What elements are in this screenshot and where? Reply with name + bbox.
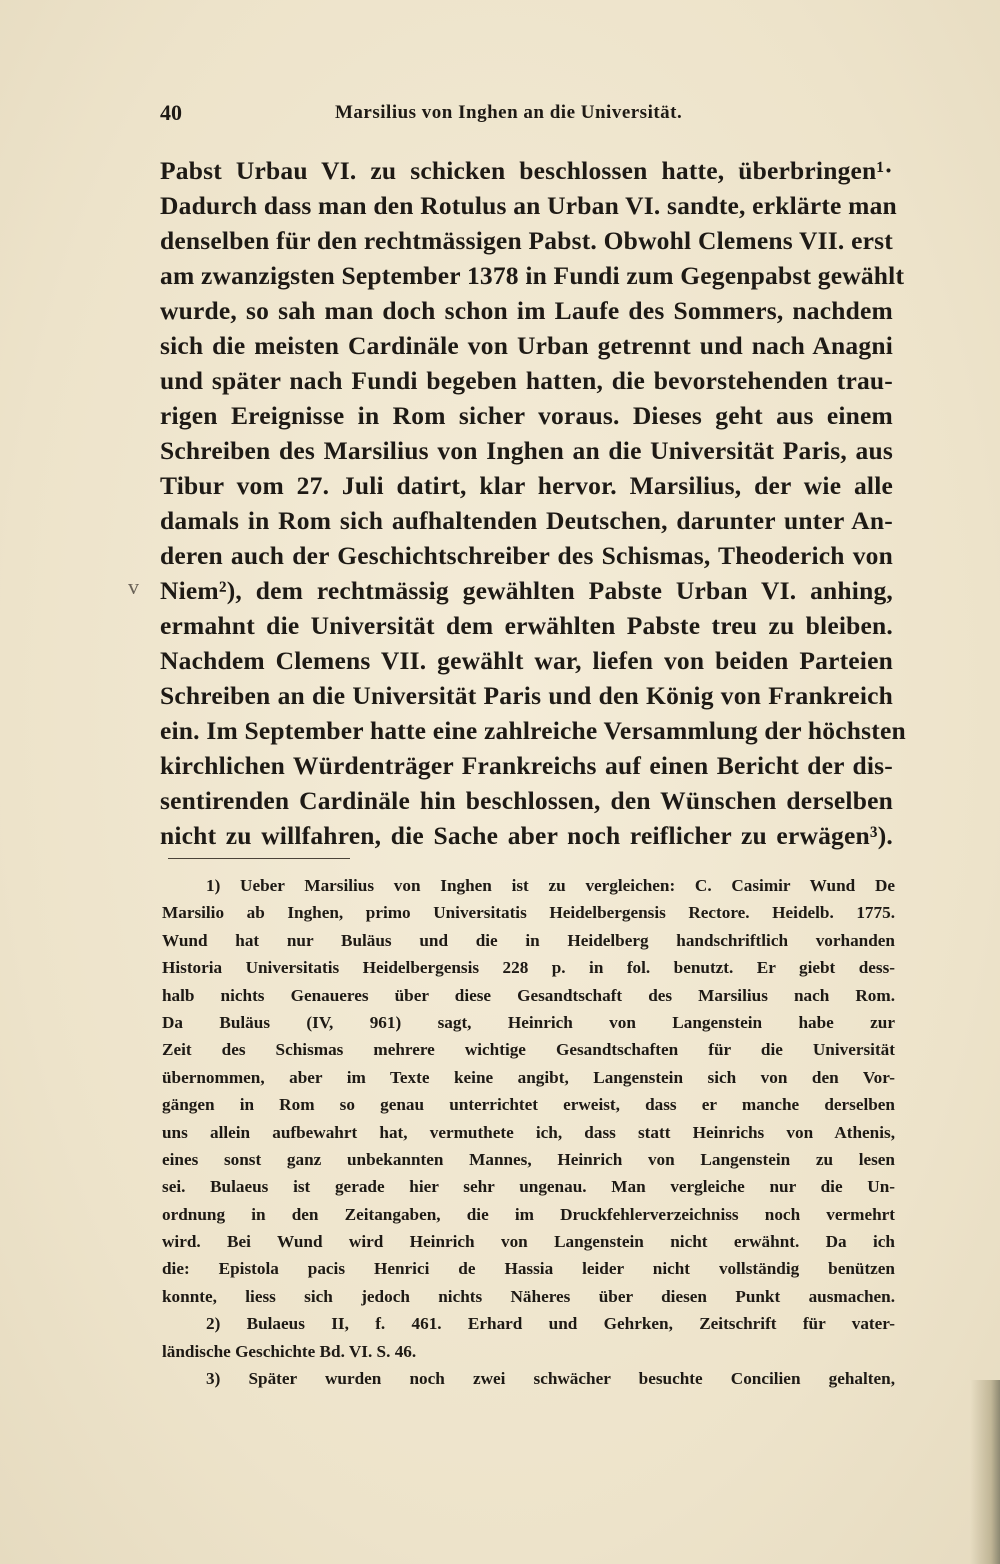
footnote-line: sei. Bulaeus ist gerade hier sehr ungenau. Man vergleiche nur die Un- (162, 1177, 895, 1197)
page-number: 40 (160, 100, 182, 125)
page-edge-shadow (970, 1380, 1000, 1564)
footnote-line: Historia Universitatis Heidelbergensis 228 p. in fol. benutzt. Er giebt dess- (162, 958, 895, 978)
body-line: Schreiben an die Universität Paris und den König von Frankreich (160, 681, 893, 710)
footnote-line: wird. Bei Wund wird Heinrich von Langenstein nicht erwähnt. Da ich (162, 1232, 895, 1252)
body-line: kirchlichen Würdenträger Frankreichs auf einen Bericht der dis- (160, 751, 893, 780)
body-line: Tibur vom 27. Juli datirt, klar hervor. Marsilius, der wie alle (160, 471, 893, 500)
margin-mark: v (128, 574, 139, 599)
footnote-line: Wund hat nur Buläus und die in Heidelberg handschriftlich vorhanden (162, 930, 895, 950)
body-line: rigen Ereignisse in Rom sicher voraus. Dieses geht aus einem (160, 401, 893, 430)
body-line: wurde, so sah man doch schon im Laufe des Sommers, nachdem (160, 296, 893, 325)
body-line: Niem²), dem rechtmässig gewählten Pabste Urban VI. anhing, (160, 576, 893, 605)
body-line: deren auch der Geschichtschreiber des Schismas, Theoderich von (160, 541, 893, 570)
body-line: denselben für den rechtmässigen Pabst. Obwohl Clemens VII. erst (160, 226, 893, 255)
footnote-line: 2) Bulaeus II, f. 461. Erhard und Gehrken, Zeitschrift für vater- (206, 1314, 895, 1334)
body-line: sich die meisten Cardinäle von Urban getrennt und nach Anagni (160, 331, 893, 360)
body-line: ein. Im September hatte eine zahlreiche Versammlung der höchsten (160, 716, 906, 745)
footnote-line: halb nichts Genaueres über diese Gesandtschaft des Marsilius nach Rom. (162, 985, 895, 1005)
body-line: sentirenden Cardinäle hin beschlossen, den Wünschen derselben (160, 786, 893, 815)
footnote-line: uns allein aufbewahrt hat, vermuthete ich, dass statt Heinrichs von Athenis, (162, 1122, 895, 1142)
running-head: Marsilius von Inghen an die Universität. (335, 102, 683, 123)
footnote-line: Marsilio ab Inghen, primo Universitatis Heidelbergensis Rectore. Heidelb. 1775. (162, 903, 895, 923)
footnote-separator (168, 858, 350, 859)
footnote-line: eines sonst ganz unbekannten Mannes, Heinrich von Langenstein zu lesen (162, 1149, 895, 1169)
page-header (160, 100, 895, 134)
footnote-line: ordnung in den Zeitangaben, die im Druckfehlerverzeichniss noch vermehrt (162, 1204, 895, 1224)
body-line: Schreiben des Marsilius von Inghen an die Universität Paris, aus (160, 436, 893, 465)
footnotes-block (162, 872, 895, 1392)
body-line: am zwanzigsten September 1378 in Fundi zum Gegenpabst gewählt (160, 261, 905, 290)
footnote-line: übernommen, aber im Texte keine angibt, Langenstein sich von den Vor- (162, 1067, 895, 1087)
footnote-line: Zeit des Schismas mehrere wichtige Gesandtschaften für die Universität (162, 1040, 895, 1060)
body-line: Pabst Urbau VI. zu schicken beschlossen hatte, überbringen¹· (160, 156, 893, 185)
body-line: Nachdem Clemens VII. gewählt war, liefen von beiden Parteien (160, 646, 893, 675)
footnote-line: die: Epistola pacis Henrici de Hassia leider nicht vollständig benützen (162, 1259, 895, 1279)
body-line: nicht zu willfahren, die Sache aber noch reiflicher zu erwägen³). (160, 821, 893, 850)
body-line: damals in Rom sich aufhaltenden Deutschen, darunter unter An- (160, 506, 893, 535)
footnote-line: gängen in Rom so genau unterrichtet erweist, dass er manche derselben (162, 1095, 895, 1115)
body-line: und später nach Fundi begeben hatten, die bevorstehenden trau- (160, 366, 893, 395)
footnote-line: 1) Ueber Marsilius von Inghen ist zu vergleichen: C. Casimir Wund De (206, 876, 895, 895)
footnote-line: 3) Später wurden noch zwei schwächer besuchte Concilien gehalten, (206, 1369, 895, 1389)
footnote-line: Da Buläus (IV, 961) sagt, Heinrich von Langenstein habe zur (162, 1012, 895, 1032)
body-line: ermahnt die Universität dem erwählten Pabste treu zu bleiben. (160, 611, 893, 640)
footnote-line: konnte, liess sich jedoch nichts Näheres über diesen Punkt ausmachen. (162, 1286, 895, 1306)
body-line: Dadurch dass man den Rotulus an Urban VI. sandte, erklärte man (160, 191, 897, 220)
footnote-line: ländische Geschichte Bd. VI. S. 46. (162, 1341, 417, 1361)
main-text-block (160, 153, 906, 853)
